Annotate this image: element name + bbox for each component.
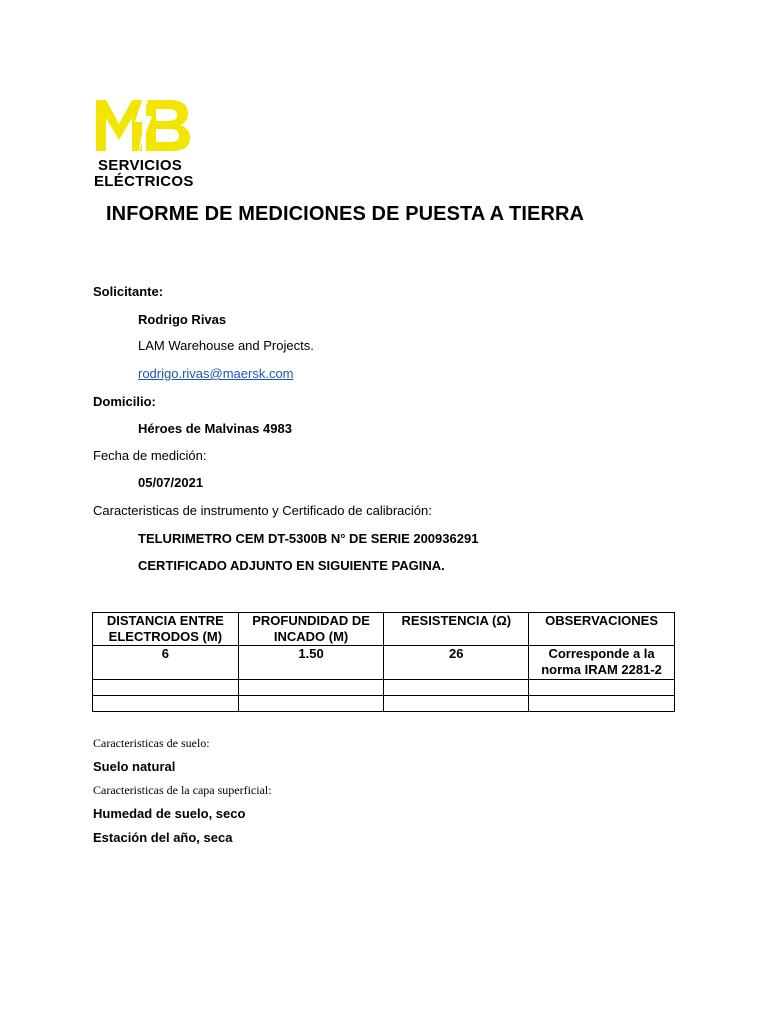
cell-empty — [93, 696, 239, 712]
table-row — [93, 680, 675, 696]
instrumento-label: Caracteristicas de instrumento y Certificado de calibración: — [93, 503, 432, 518]
cell-empty — [238, 680, 384, 696]
suelo-label: Caracteristicas de suelo: — [93, 736, 210, 750]
capa-label: Caracteristicas de la capa superficial: — [93, 783, 272, 797]
solicitante-name: Rodrigo Rivas — [138, 312, 227, 327]
header-distancia: DISTANCIA ENTRE ELECTRODOS (M) — [93, 613, 239, 646]
cell-distancia: 6 — [93, 646, 239, 680]
header-observaciones: OBSERVACIONES — [529, 613, 675, 646]
capa-value-1: Humedad de suelo, seco — [93, 806, 246, 821]
measurements-table — [92, 612, 675, 712]
logo-line-1: SERVICIOS — [98, 157, 183, 174]
suelo-value: Suelo natural — [93, 759, 176, 774]
cell-empty — [238, 696, 384, 712]
header-profundidad: PROFUNDIDAD DE INCADO (M) — [238, 613, 384, 646]
solicitante-company: LAM Warehouse and Projects. — [138, 338, 314, 353]
mb-logo-mark — [92, 94, 192, 154]
table-row — [93, 646, 675, 680]
cell-empty — [529, 680, 675, 696]
logo-line-2: ELÉCTRICOS — [94, 173, 194, 190]
capa-value-2: Estación del año, seca — [93, 830, 233, 845]
header-resistencia: RESISTENCIA (Ω) — [384, 613, 529, 646]
cell-resistencia: 26 — [384, 646, 529, 680]
instrumento-line-1: TELURIMETRO CEM DT-5300B N° DE SERIE 200936291 — [138, 531, 479, 546]
cell-empty — [529, 696, 675, 712]
company-logo — [92, 94, 212, 194]
solicitante-label: Solicitante: — [93, 284, 164, 299]
table-header-row — [93, 613, 675, 646]
cell-observaciones: Corresponde a la norma IRAM 2281-2 — [529, 646, 675, 680]
domicilio-value: Héroes de Malvinas 4983 — [138, 421, 292, 436]
domicilio-label: Domicilio: — [93, 394, 156, 409]
cell-profundidad: 1.50 — [238, 646, 384, 680]
fecha-value: 05/07/2021 — [138, 475, 204, 490]
solicitante-email-link[interactable]: rodrigo.rivas@maersk.com — [138, 366, 294, 381]
cell-empty — [384, 680, 529, 696]
instrumento-line-2: CERTIFICADO ADJUNTO EN SIGUIENTE PAGINA. — [138, 558, 445, 573]
table-row — [93, 696, 675, 712]
cell-empty — [93, 680, 239, 696]
report-title: INFORME DE MEDICIONES DE PUESTA A TIERRA — [106, 203, 585, 225]
fecha-label: Fecha de medición: — [93, 448, 207, 463]
cell-empty — [384, 696, 529, 712]
